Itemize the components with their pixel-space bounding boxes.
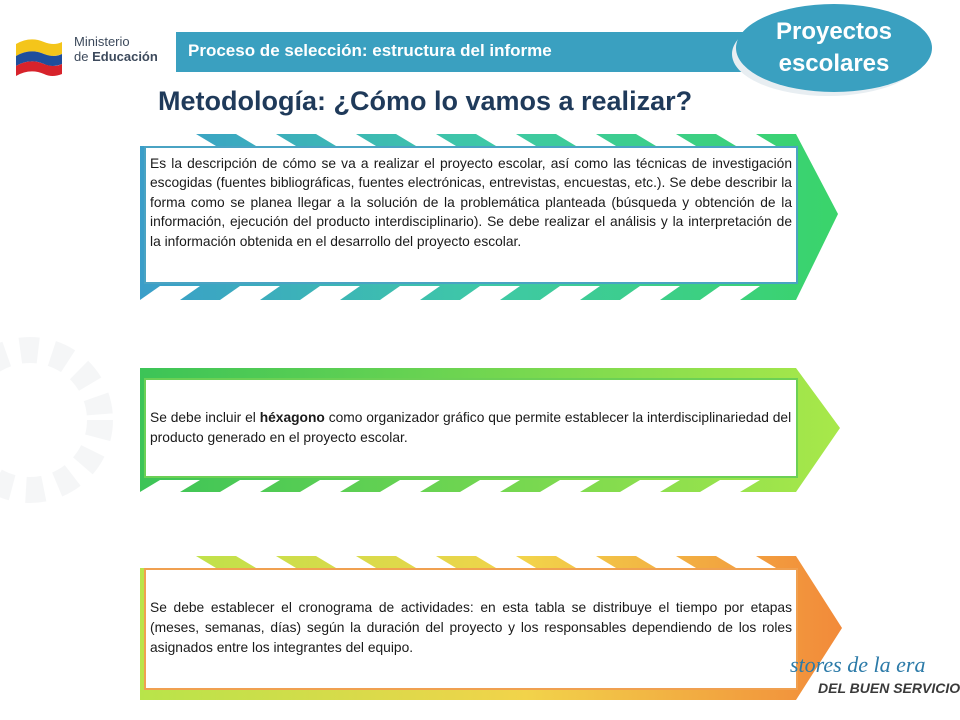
ministry-logo [12,34,162,82]
hexagon-organizer-box [144,378,798,478]
header-bar [176,32,820,72]
badge-line1: Proyectos [775,18,893,45]
logo-line2-bold: Educación [92,49,158,64]
badge-text [736,16,932,80]
logo-line2-prefix: de [74,49,93,64]
logo-line1: Ministerio [74,34,130,49]
header-title: Proceso de selección: estructura del informe [188,41,552,60]
watermark-gear [0,350,100,490]
page-title: Metodología: ¿Cómo lo vamos a realizar? [158,86,693,116]
projects-badge [736,4,932,92]
box2-text-after: como organizador gráfico que permite establecer la interdisciplinariedad del producto generado en el proyecto escolar. [150,410,792,445]
footer-slogan-fragment: stores de la era [790,652,926,677]
logo-line2 [74,49,158,64]
methodology-description-box: Es la descripción de cómo se va a realizar el proyecto escolar, así como las técnicas de investigación escogidas (fuentes bibliográficas, fuentes electrónicas, entrevistas, encuestas, etc.). Se debe describir la forma como se planea llegar a la solución de la problemática planteada (búsqueda y obtención de la información, ejecución del producto interdisciplinario). Se debe realizar el análisis y la interpretación de la información obtenida en el desarrollo del proyecto escolar. [144,146,798,284]
box2-text-before: Se debe incluir el [150,410,260,425]
ministry-logo-text [74,34,158,64]
schedule-box: Se debe establecer el cronograma de actividades: en esta tabla se distribuye el tiempo por etapas (meses, semanas, días) según la duración del proyecto y los responsables dependiendo de los roles asignados entre los integrantes del equipo. [144,568,798,690]
footer-slogan-main: DEL BUEN SERVICIO [818,680,960,696]
badge-line2: escolares [778,50,890,77]
hexagon-highlight: héxagono [259,410,325,425]
